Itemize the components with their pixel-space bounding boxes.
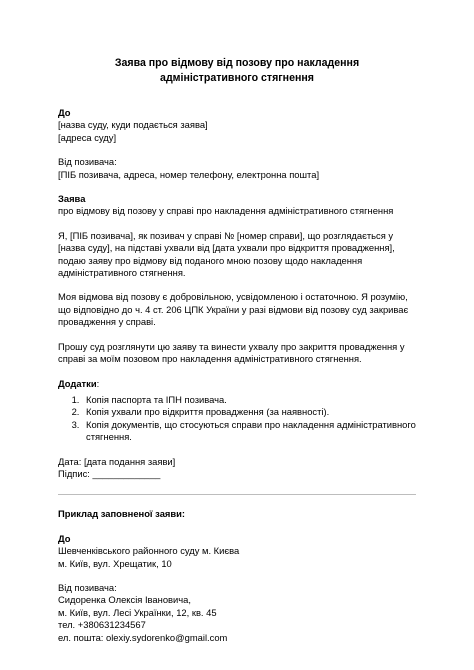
court-name-placeholder: [назва суду, куди подається заява]: [58, 119, 208, 131]
section-divider: [58, 494, 416, 495]
list-item: 1. Копія паспорта та ІПН позивача.: [82, 394, 416, 406]
signature-line: Підпис: _____________: [58, 467, 161, 479]
signature-block: [58, 456, 416, 481]
recipient-block: [58, 107, 416, 144]
paragraph-1: Я, [ПІБ позивача], як позивач у справі № [номер справи], що розглядається у [назва суду], на підставі ухвали від [дата ухвали про відкриття провадження], подаю заяву про відмову від поданого мною позову щодо накладення адміністративного стягнення.: [58, 229, 395, 279]
paragraph-2: Моя відмова від позову є добровільною, усвідомленою і остаточною. Я розумію, що відповідно до ч. 4 ст. 206 ЦПК України у разі відмови від позову суд закриває провадження у справі.: [58, 291, 409, 328]
document-title: Заява про відмову від позову про накладення адміністративного стягнення: [114, 57, 360, 84]
attachments-heading: [58, 378, 416, 390]
court-address-placeholder: [адреса суду]: [58, 131, 117, 143]
attachments-colon: :: [96, 377, 100, 389]
example-plaintiff-name: Сидоренка Олексія Івановича,: [58, 594, 191, 606]
example-sender-block: [58, 582, 416, 644]
example-email: ел. пошта: olexiy.sydorenko@gmail.com: [58, 631, 228, 643]
date-line: Дата: [дата подання заяви]: [58, 455, 176, 467]
list-item: 3. Копія документів, що стосуються справи про накладення адміністративного стягнення.: [82, 419, 416, 444]
example-from-label: Від позивача:: [58, 581, 117, 593]
attachments-label: Додатки: [58, 377, 97, 389]
example-court-address: м. Київ, вул. Хрещатик, 10: [58, 557, 172, 569]
list-item: 2. Копія ухвали про відкриття провадження (за наявності).: [82, 406, 416, 418]
paragraph-3: Прошу суд розглянути цю заяву та винести ухвалу про закриття провадження у справі за моїм позовом про накладення адміністративного стягнення.: [58, 340, 405, 365]
statement-label: Заява: [58, 193, 86, 205]
sender-block: [58, 156, 416, 181]
to-label: До: [58, 107, 71, 118]
example-recipient-block: [58, 533, 416, 570]
attachments-list: [58, 394, 416, 444]
from-label: Від позивача:: [58, 156, 117, 168]
example-plaintiff-address: м. Київ, вул. Лесі Українки, 12, кв. 45: [58, 606, 217, 618]
statement-heading: [58, 193, 416, 218]
example-court-name: Шевченківського районного суду м. Києва: [58, 545, 240, 557]
example-heading: Приклад заповненої заяви:: [58, 508, 186, 520]
example-phone: тел. +380631234567: [58, 619, 146, 631]
statement-subtitle: про відмову від позову у справі про накладення адміністративного стягнення: [58, 205, 394, 217]
sender-details-placeholder: [ПІБ позивача, адреса, номер телефону, електронна пошта]: [58, 168, 320, 180]
example-to-label: До: [58, 532, 71, 544]
